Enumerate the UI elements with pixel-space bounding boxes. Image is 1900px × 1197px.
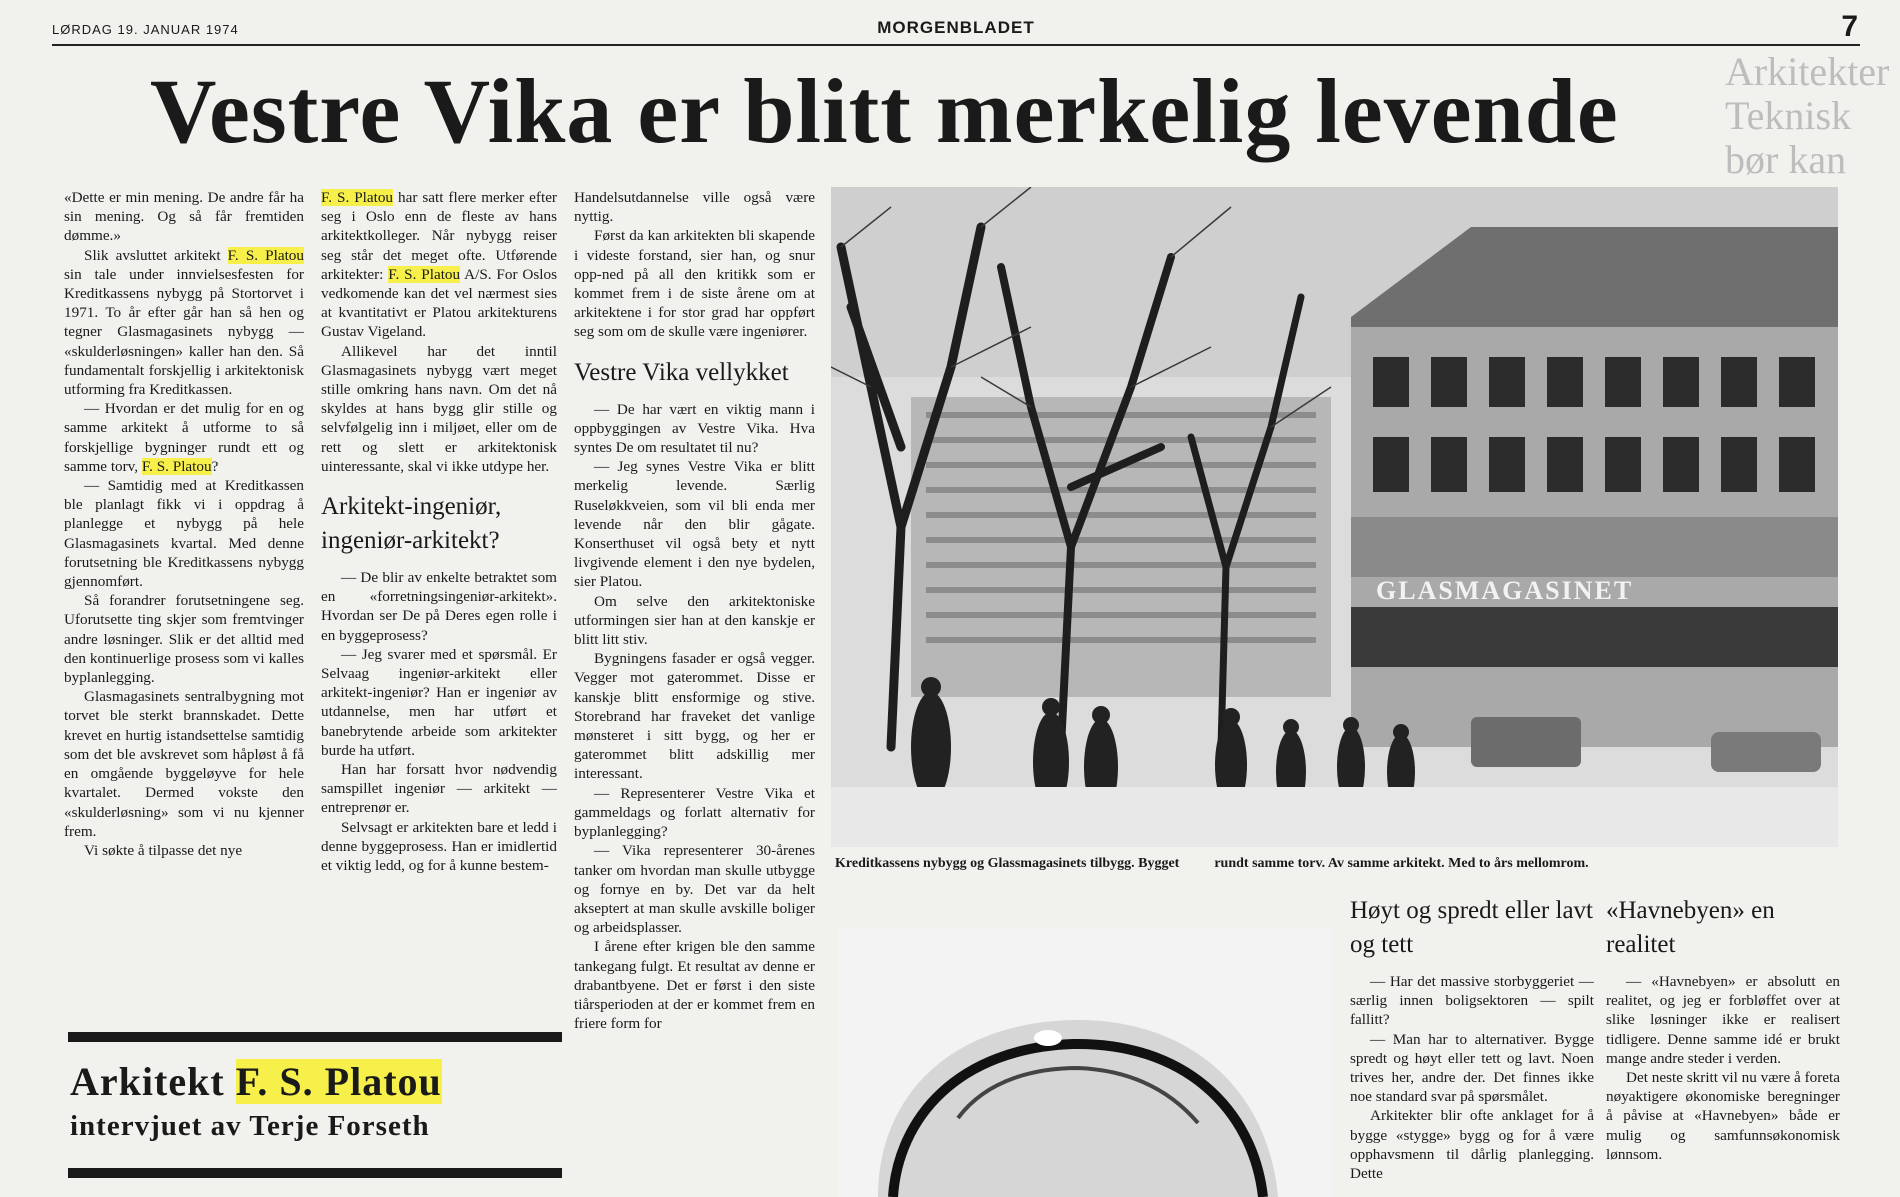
subheading: «Havnebyen» en realitet — [1606, 897, 1775, 958]
byline-author: intervjuet av Terje Forseth — [70, 1110, 430, 1142]
paragraph: Om selve den arkitektoniske utformingen sier han at den kanskje er blitt litt stiv. — [574, 592, 815, 649]
page-header — [52, 10, 1860, 46]
paragraph: — Jeg synes Vestre Vika er blitt merkelig levende. Særlig Ruseløkkveien, som vil bli enda mer levende når den blir gågate. Konserthuset vil også bety et nytt livgivende element i den nye bydelen, sier Platou. — [574, 458, 815, 591]
paragraph: — De blir av enkelte betraktet som en «forretningsingeniør-arkitekt». Hvordan ser De på Deres egen rolle i en byggeprosess? — [321, 569, 557, 644]
highlighted-name: F. S. Platou — [141, 457, 212, 475]
paragraph: — Hvordan er det mulig for en og samme arkitekt å utforme to så forskjellige bygninger rundt ett og samme torv, F. S. Platou? — [64, 400, 304, 475]
article-column-2 — [321, 188, 557, 1004]
page-number: 7 — [1841, 10, 1858, 43]
photo-caption: Kreditkassens nybygg og Glassmagasinets tilbygg. Bygget rundt samme torv. Av samme arkitekt. Med to års mellomrom. — [835, 856, 1589, 871]
paragraph: «Dette er min mening. De andre får ha sin mening. Og så får fremtiden dømme.» — [64, 189, 304, 245]
paragraph: Slik avsluttet arkitekt F. S. Platou sin tale under innvielsesfesten for Kreditkassens nybygg på Stortorvet i 1971. To år efter går han så hen og tegner Glasmagasinets nybygg — «skulderløsningen» kaller han den. Så fundamentalt forskjellig i arkitektonisk utforming fra Kreditkassen. — [64, 246, 304, 399]
portrait-photograph — [838, 928, 1333, 1197]
paragraph: Glasmagasinets sentralbygning mot torvet ble sterkt brannskadet. Dette krevet en hurtig istandsettelse samtidig som det ble avskrevet som håpløst å få en omgående byggeløyve for hele kvartalet. Dermed vokste den «skulderløsning» som vi nu kjenner frem. — [64, 688, 304, 840]
paragraph: Handelsutdannelse ville også være nyttig. — [574, 189, 815, 226]
paragraph: Allikevel har det inntil Glasmagasinets nybygg vært meget stille omkring hans navn. Om det nå skyldes at hans bygg glir stille og selvfølgelig inn i miljøet, eller om de rett og slett er arkitektonisk uinteressante, skal vi ikke utdype her. — [321, 342, 557, 475]
paragraph: — Man har to alternativer. Bygge spredt og høyt eller tett og lavt. Noen trives her, andre der. Det finnes ikke noe standard svar på spørsmålet. — [1350, 1030, 1594, 1106]
article-column-3 — [574, 188, 815, 1188]
paragraph: Han har forsatt hvor nødvendig samspillet ingeniør — arkitekt — entreprenør er. — [321, 761, 557, 817]
paragraph: — Vika representerer 30-årenes tanker om hvordan man skulle utbygge og fornye en by. Det var da helt akseptert at man skulle avskille boliger og arbeidsplasser. — [574, 842, 815, 937]
article-column-5 — [1606, 890, 1840, 1195]
highlighted-name: F. S. Platou — [235, 1059, 442, 1104]
highlighted-name: F. S. Platou — [321, 189, 394, 206]
photo-illustration — [831, 187, 1838, 847]
divider — [68, 1168, 562, 1178]
paragraph: — Samtidig med at Kreditkassen ble planlagt fikk vi i oppdrag å planlegge et nybygg på hele Glasmagasinets kvartal. Med denne forutsetning ble Kreditkassens nybygg gjennomført. — [64, 477, 304, 591]
paragraph: Så forandrer forutsetningene seg. Uforutsette ting skjer som fremtvinger andre løsninger. Slik er det alltid med den kontinuerlige prosess som vi kalles byplanlegging. — [64, 592, 304, 687]
paragraph: — De har vært en viktig mann i oppbyggingen av Vestre Vika. Hva syntes De om resultatet til nu? — [574, 400, 815, 457]
paragraph: — Jeg svarer med et spørsmål. Er Selvaag ingeniør-arkitekt eller arkitekt-ingeniør? Han er ingeniør av utdannelse, men har utført et banebrytende arbeide som arkitekter burde ha utført. — [321, 645, 557, 759]
newspaper-name: MORGENBLADET — [877, 18, 1035, 37]
subheading: Arkitekt-ingeniør, ingeniør-arkitekt? — [321, 493, 502, 555]
paragraph: Først da kan arkitekten bli skapende i videste forstand, sier han, og snur opp-ned på all den kritikk som er kommet frem i de siste årene om at arkitektene i for stor grad har oppført seg som om de skulle være ingeniører. — [574, 227, 815, 341]
paragraph: — «Havnebyen» er absolutt en realitet, og jeg er forbløffet over at slike løsninger ikke er realisert tidligere. Denne samme idé er brukt mange andre steder i verden. — [1606, 973, 1840, 1067]
paragraph: Arkitekter blir ofte anklaget for å bygge «stygge» bygg og for å være opphavsmenn til dårlig planlegging. Dette — [1350, 1107, 1594, 1183]
subheading: Vestre Vika vellykket — [574, 358, 789, 386]
paragraph: Det neste skritt vil nu være å foreta nøyaktigere økonomiske beregninger å påvise at «Havnebyen» både er mulig og samfunnsøkonomisk lønnsom. — [1606, 1069, 1840, 1163]
byline-box — [68, 1032, 562, 1186]
subheading: Høyt og spredt eller lavt og tett — [1350, 897, 1593, 958]
highlighted-name: F. S. Platou — [227, 246, 304, 264]
paragraph: F. S. Platou har satt flere merker efter seg i Oslo enn de fleste av hans arkitektkolleger. Når nybygg reiser seg står det meget ofte. Utførende arkitekter: F. S. Platou A/S. For Oslos vedkomende kan det vel nærmest sies at kvantitativt er Platou arkitekturens Gustav Vigeland. — [321, 189, 557, 341]
headline: Vestre Vika er blitt merkelig levende — [150, 60, 1619, 162]
issue-date: LØRDAG 19. JANUAR 1974 — [52, 22, 239, 37]
byline-title: Arkitekt F. S. Platou — [70, 1059, 442, 1104]
divider — [68, 1032, 562, 1042]
paragraph: — Har det massive storbyggeriet — særlig innen boligsektoren — spilt fallitt? — [1350, 973, 1594, 1029]
paragraph: Selvsagt er arkitekten bare et ledd i denne byggeprosess. Han er imidlertid et viktig ledd, og for å kunne bestem- — [321, 818, 557, 875]
highlighted-name: F. S. Platou — [388, 265, 461, 283]
portrait-illustration — [838, 928, 1333, 1197]
article-column-1 — [64, 188, 304, 1018]
paragraph: Vi søkte å tilpasse det nye — [84, 841, 243, 859]
paragraph: — Representerer Vestre Vika et gammeldags og forlatt alternativ for byplanlegging? — [574, 784, 815, 841]
paragraph: Bygningens fasader er også vegger. Vegger mot gaterommet. Disse er kanskje blitt ensformige og stive. Storebrand har fraveket det vanlige mønsteret i sitt bygg, og her er gaterommet blitt adskillig mer interessant. — [574, 650, 815, 783]
adjacent-page-bleed: Arkitekter Teknisk bør kan — [1725, 50, 1890, 180]
shop-sign: GLASMAGASINET — [1376, 576, 1634, 605]
street-photograph — [831, 187, 1838, 847]
article-column-4 — [1350, 890, 1594, 1195]
paragraph: I årene efter krigen ble den samme tankegang fulgt. Et resultat av denne er drabantbyene. Det er først i den siste tiårsperioden at der er kommet frem en friere form for — [574, 938, 815, 1033]
